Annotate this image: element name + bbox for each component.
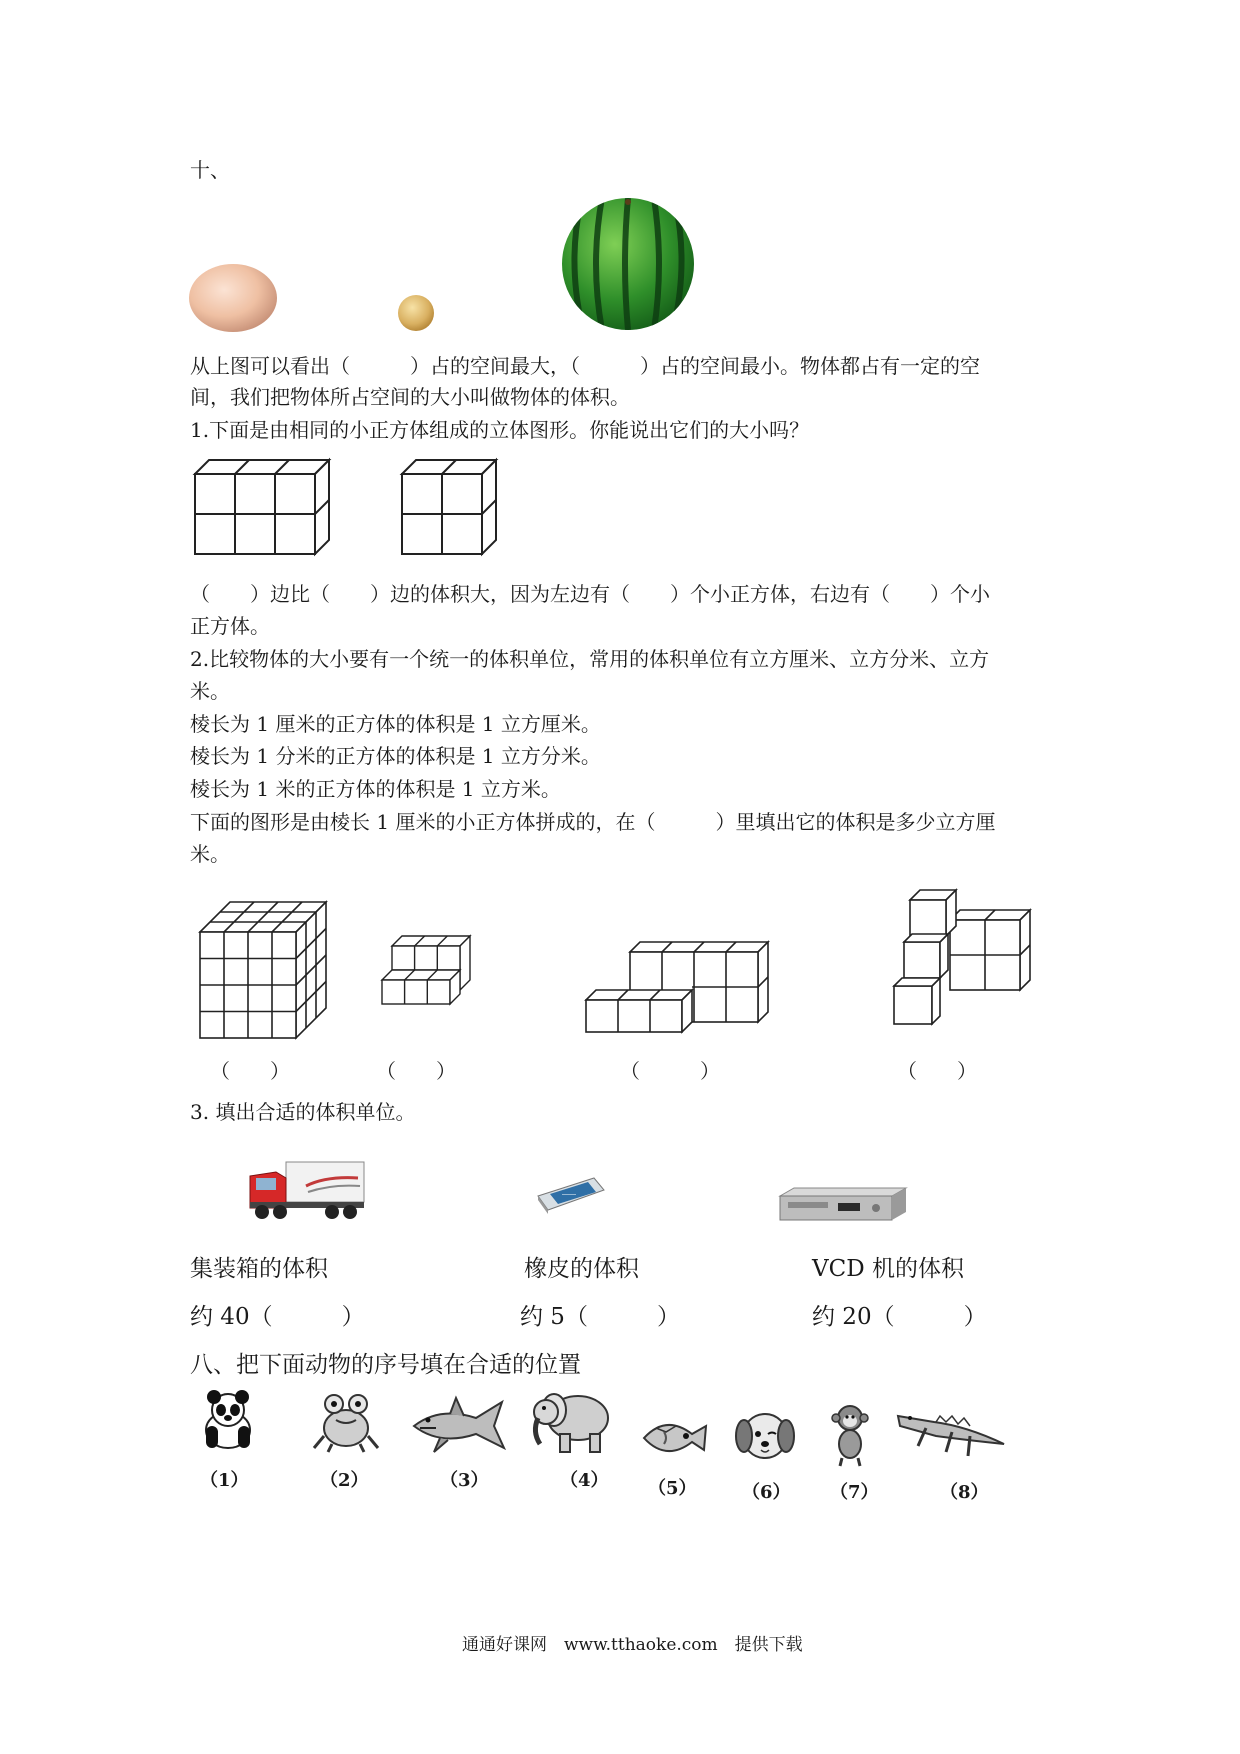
cube-figure-a — [200, 902, 328, 1040]
question-3-title: 3. 填出合适的体积单位。 — [190, 1100, 416, 1124]
animal-number-1: （1） — [200, 1470, 249, 1491]
question-2-task-line-2: 米。 — [190, 842, 230, 866]
definition-cubic-dm: 棱长为 1 分米的正方体的体积是 1 立方分米。 — [190, 744, 601, 768]
small-ball-icon — [397, 294, 435, 334]
panda-icon — [196, 1388, 260, 1452]
answer-blank-c[interactable]: （ ） — [620, 1059, 720, 1083]
cube-figure-b — [382, 936, 472, 1008]
crocodile-icon — [896, 1400, 1006, 1464]
animal-number-3: （3） — [440, 1470, 489, 1491]
item-estimate-container[interactable]: 约 40（ ） — [190, 1304, 365, 1330]
elephant-icon — [530, 1386, 612, 1456]
animal-number-4: （4） — [560, 1470, 609, 1491]
watermelon-icon — [560, 196, 696, 332]
cube-block-3x2 — [195, 460, 331, 554]
section-heading-ten: 十、 — [190, 158, 230, 182]
animal-number-2: （2） — [320, 1470, 369, 1491]
intro-question-line-1: 从上图可以看出（ ）占的空间最大，（ ）占的空间最小。物体都占有一定的空 — [190, 354, 980, 378]
section-heading-eight: 八、把下面动物的序号填在合适的位置 — [190, 1352, 581, 1378]
item-label-eraser: 橡皮的体积 — [524, 1256, 639, 1282]
shark-icon — [410, 1396, 506, 1458]
item-label-container: 集装箱的体积 — [190, 1256, 328, 1282]
question-2-line-2: 米。 — [190, 679, 230, 703]
vcd-player-icon — [776, 1186, 908, 1224]
footer-text: 通通好课网 www.tthaoke.com 提供下载 — [462, 1635, 803, 1655]
question-2-task-line-1: 下面的图形是由棱长 1 厘米的小正方体拼成的，在（ ）里填出它的体积是多少立方厘 — [190, 810, 996, 834]
item-estimate-vcd[interactable]: 约 20（ ） — [812, 1304, 987, 1330]
cube-block-2x2 — [402, 460, 498, 554]
question-1-answer-line-2: 正方体。 — [190, 614, 270, 638]
eraser-icon — [532, 1170, 608, 1214]
animal-number-8: （8） — [940, 1482, 989, 1503]
frog-icon — [310, 1390, 382, 1454]
definition-cubic-m: 棱长为 1 米的正方体的体积是 1 立方米。 — [190, 777, 561, 801]
answer-blank-a[interactable]: （ ） — [210, 1059, 290, 1083]
question-1-answer-line-1: （ ）边比（ ）边的体积大，因为左边有（ ）个小正方体，右边有（ ）个小 — [190, 582, 990, 606]
cube-figure-c — [586, 942, 772, 1034]
animal-number-7: （7） — [830, 1482, 879, 1503]
item-estimate-eraser[interactable]: 约 5（ ） — [520, 1304, 680, 1330]
truck-icon — [246, 1158, 366, 1222]
answer-blank-b[interactable]: （ ） — [376, 1059, 456, 1083]
monkey-icon — [826, 1402, 874, 1468]
answer-blank-d[interactable]: （ ） — [897, 1059, 977, 1083]
question-2-line-1: 2.比较物体的大小要有一个统一的体积单位，常用的体积单位有立方厘米、立方分米、立方 — [190, 647, 990, 671]
svg-text:——: —— — [562, 1191, 576, 1198]
definition-cubic-cm: 棱长为 1 厘米的正方体的体积是 1 立方厘米。 — [190, 712, 601, 736]
egg-icon — [188, 262, 280, 336]
animal-number-5: （5） — [648, 1478, 697, 1499]
question-1-title: 1.下面是由相同的小正方体组成的立体图形。你能说出它们的大小吗？ — [190, 418, 810, 442]
animal-number-6: （6） — [742, 1482, 791, 1503]
fish-icon — [636, 1410, 708, 1466]
intro-question-line-2: 间，我们把物体所占空间的大小叫做物体的体积。 — [190, 385, 630, 409]
puppy-icon — [734, 1404, 796, 1468]
cube-figure-d — [890, 880, 1032, 1028]
item-label-vcd: VCD 机的体积 — [812, 1256, 964, 1282]
